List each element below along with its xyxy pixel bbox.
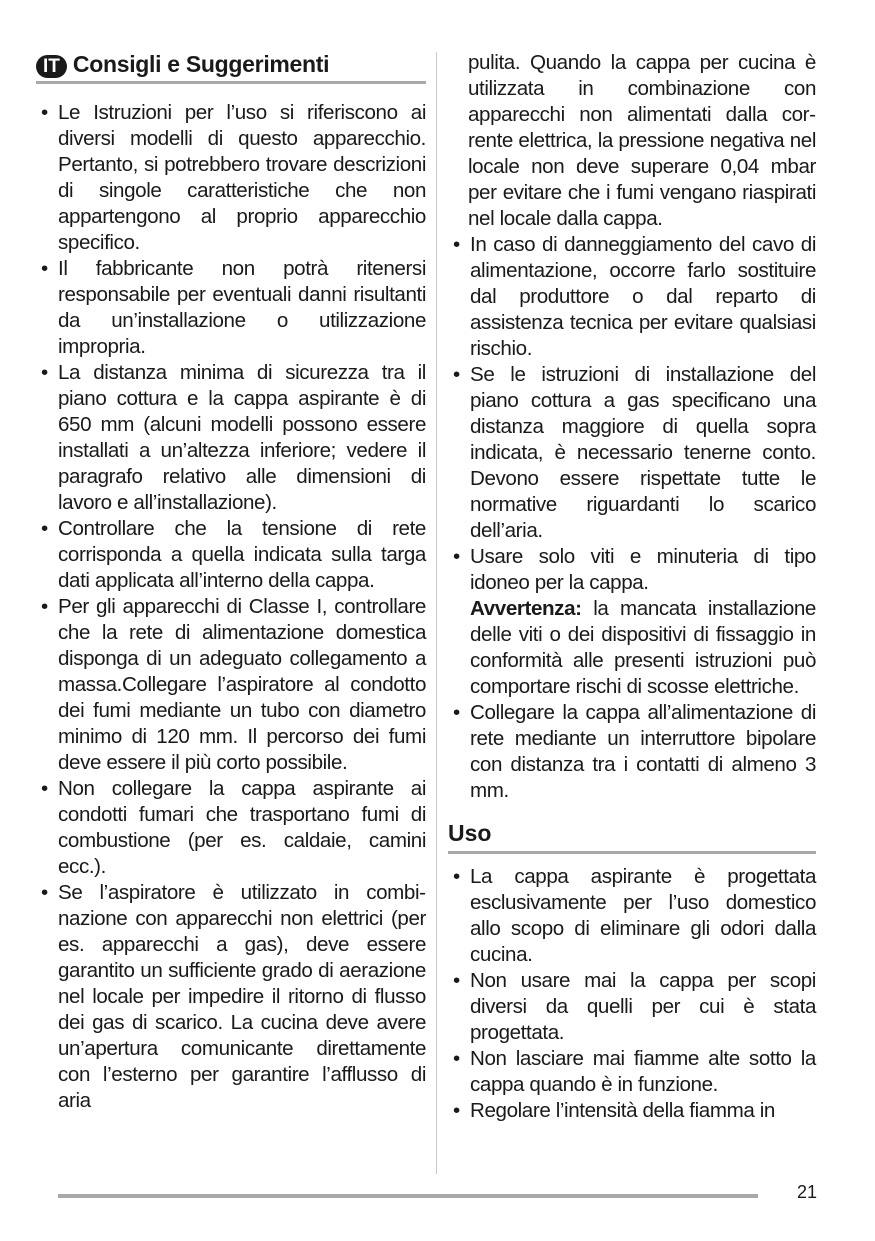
bullet-icon: • [453,1047,460,1070]
subsection-title: Uso [448,820,492,846]
bullet-icon: • [453,1099,460,1122]
list-item: • La distanza minima di sicurezza tra il piano cottura e la cappa aspirante è di 650 mm (alcuni modelli possono essere installati a un’altezza inferiore; vedere il paragrafo relativo alle dimensioni di lavoro e all’installazione). [41,361,426,514]
warning-note [470,596,816,700]
list-item: • Regolare l’intensità della fiamma in [453,1099,775,1122]
section-header [36,50,426,84]
page-number: 21 [796,1182,817,1202]
list-item: • Non collegare la cappa aspirante ai condotti fumari che trasportano fumi di combustione (per es. caldaie, camini ecc.). [41,777,426,878]
list-item: • La cappa aspirante è progettata esclusivamente per l’uso domestico allo scopo di eliminare gli odori dalla cucina. [453,865,816,966]
bullet-icon: • [41,101,48,124]
bullet-icon: • [453,363,460,386]
list-item: • Non lasciare mai fiamme alte sotto la cappa quando è in funzione. [453,1047,816,1096]
column-divider [436,52,437,1174]
bullet-icon: • [41,257,48,280]
bullet-icon: • [41,881,48,904]
list-item: • In caso di danneggiamento del cavo di alimentazione, occorre farlo sostituire dal produttore o dal reparto di assistenza tecnica per evitare qualsiasi rischio. [453,233,816,360]
list-item: • Collegare la cappa all’alimentazione di rete mediante un interruttore bipolare con distanza tra i contatti di almeno 3 mm. [453,701,816,802]
list-item: • Usare solo viti e minuteria di tipo idoneo per la cappa. Avvertenza: la mancata installazione delle viti o dei dispositivi di fissaggio in conformità alle presenti istruzioni può comportare rischi di scosse elettriche. [453,545,816,698]
left-column [36,50,426,1114]
language-badge: IT [36,55,67,78]
warning-text: la mancata installazione delle viti o dei dispositivi di fissaggio in conformità alle presenti istruzioni può comportare rischi di scosse elettriche. [470,597,816,698]
bullet-icon: • [453,865,460,888]
footer-rule [58,1194,758,1198]
bullet-icon: • [453,969,460,992]
bullet-icon: • [453,233,460,256]
list-item: • Per gli apparecchi di Classe I, controllare che la rete di alimentazione domestica disponga di un adeguato collegamento a massa.Collegare l’aspiratore al condotto dei fumi mediante un tubo con diametro minimo di 120 mm. Il percorso dei fumi deve essere il più corto possibile. [41,595,426,774]
bullet-icon: • [453,545,460,568]
tips-list [36,100,426,1114]
bullet-icon: • [41,777,48,800]
subsection-header [448,818,816,854]
continued-paragraph: pulita. Quando la cappa per cucina è utilizzata in combinazione con apparecchi non alimentati dalla corrente elettrica, la pressione negativa nel locale non deve superare 0,04 mbar per evitare che i fumi vengano riaspirati nel locale dalla cappa. [468,51,816,230]
warning-label: Avvertenza: [470,597,582,620]
list-item: • Non usare mai la cappa per scopi diversi da quelli per cui è stata progettata. [453,969,816,1044]
usage-list [448,864,816,1124]
list-item: • Il fabbricante non potrà ritenersi responsabile per eventuali danni risultanti da un’installazione o utilizzazione impropria. [41,257,426,358]
bullet-icon: • [41,361,48,384]
section-title: Consigli e Suggerimenti [72,51,330,77]
list-item: • Le Istruzioni per l’uso si riferiscono ai diversi modelli di questo apparecchio. Pertanto, si potrebbero trovare descrizioni di singole caratteristiche che non appartengono al proprio apparecchio specifico. [41,101,426,254]
right-column [448,50,816,1124]
list-item: • Controllare che la tensione di rete corrisponda a quella indicata sulla targa dati applicata all’interno della cappa. [41,517,426,592]
bullet-icon: • [41,517,48,540]
bullet-icon: • [453,701,460,724]
list-item: • Se le istruzioni di installazione del piano cottura a gas specificano una distanza maggiore di quella sopra indicata, è necessario tenerne conto. Devono essere rispettate tutte le normative riguardanti lo scarico dell’aria. [453,363,816,542]
list-item: • Se l’aspiratore è utilizzato in combinazione con apparecchi non elettrici (per es. apparecchi a gas), deve essere garantito un sufficiente grado di aerazione nel locale per impedire il ritorno di flusso dei gas di scarico. La cucina deve avere un’apertura comunicante direttamente con l’esterno per garantire l’afflusso di aria [41,881,426,1112]
bullet-icon: • [41,595,48,618]
tips-list-continued [448,232,816,804]
